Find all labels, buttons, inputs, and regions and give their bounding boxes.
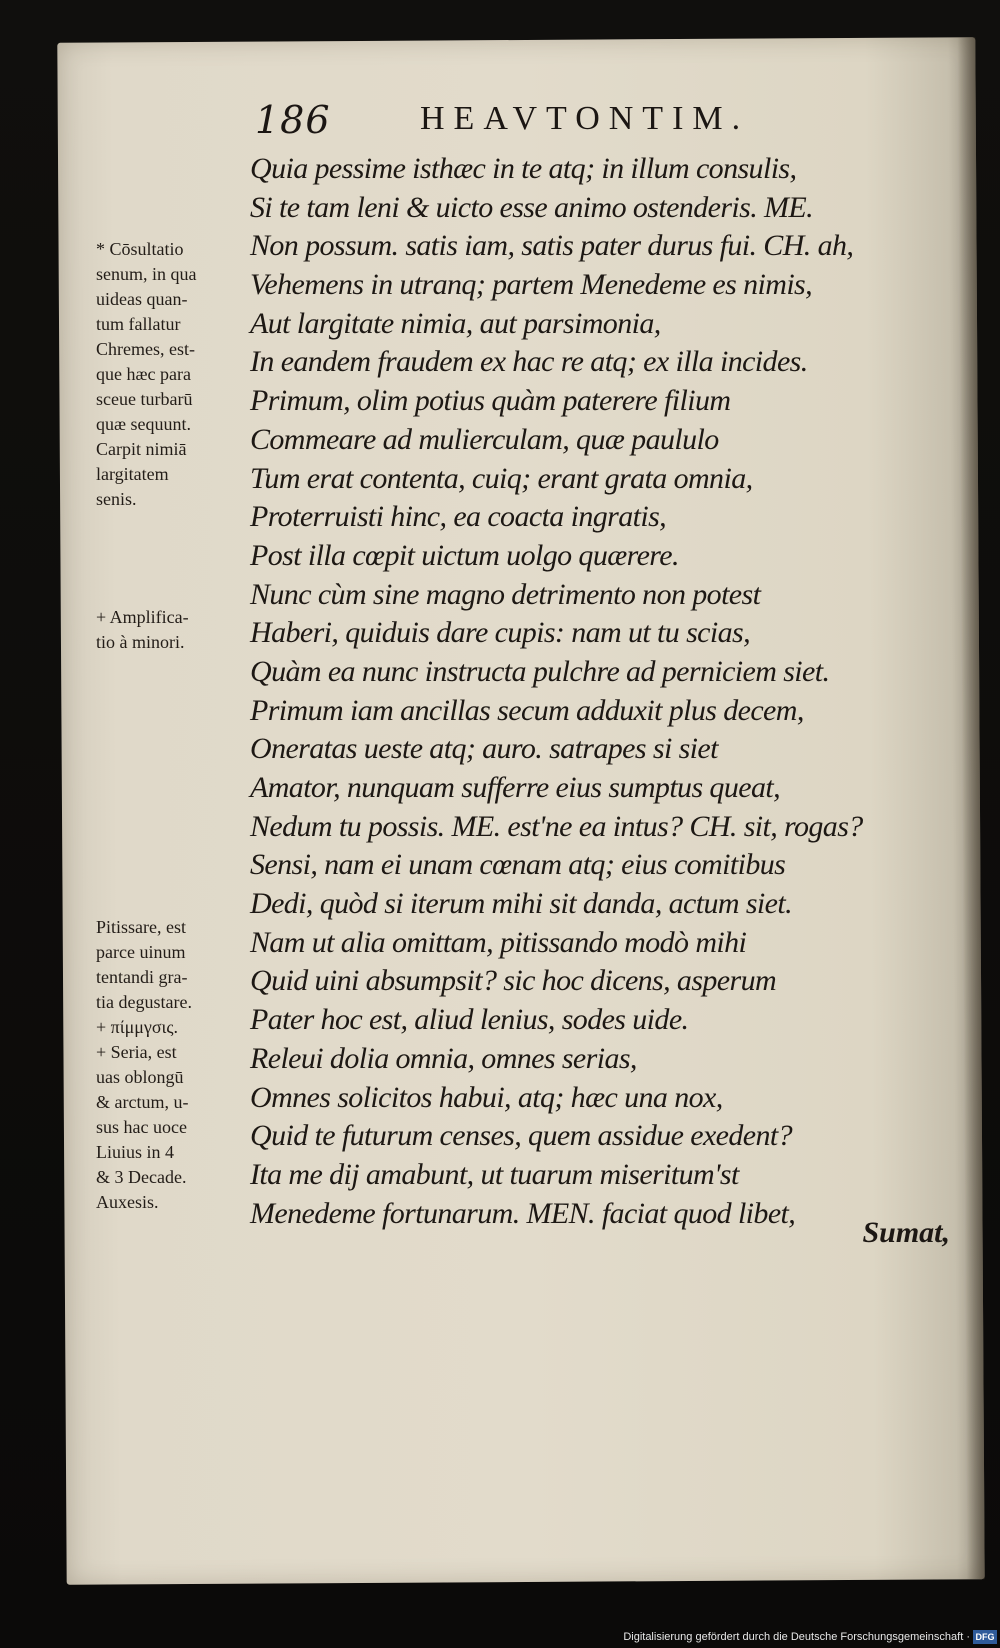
margin-note-consultatio: [96, 237, 246, 512]
margin-note-line: Chremes, est-: [96, 339, 195, 359]
verse-line: Si te tam leni & uicto esse animo ostenderis. ME.: [250, 190, 814, 224]
margin-note-line: que hæc para: [96, 364, 191, 384]
verse-line: Quid uini absumpsit? sic hoc dicens, asperum: [250, 964, 777, 998]
footer-bar: [0, 1624, 1000, 1648]
margin-note-line: parce uinum: [96, 942, 186, 962]
verse-line: In eandem fraudem ex hac re atq; ex illa incides.: [250, 345, 808, 379]
verse-line: Omnes solicitos habui, atq; hæc una nox,: [250, 1080, 723, 1114]
running-title: HEAVTONTIM.: [420, 100, 750, 137]
verse-line: Non possum. satis iam, satis pater durus fui. CH. ah,: [250, 229, 854, 263]
margin-note-line: + Amplifica-: [96, 607, 189, 627]
margin-note-line: + Seria, est: [96, 1042, 177, 1062]
margin-note-line: quæ sequunt.: [96, 414, 192, 434]
running-head: [255, 98, 875, 150]
margin-note-line: largitatem: [96, 464, 169, 484]
margin-note-line: uideas quan-: [96, 289, 188, 309]
margin-note-line: sceue turbarū: [96, 389, 193, 409]
verse-line: Primum iam ancillas secum adduxit plus decem,: [250, 693, 804, 727]
verse-line: Nunc cùm sine magno detrimento non potest: [250, 577, 761, 611]
verse-line: Quid te futurum censes, quem assidue exedent?: [250, 1119, 793, 1153]
verse-line: Ita me dij amabunt, ut tuarum miseritum'st: [250, 1157, 739, 1191]
margin-note-line: uas oblongū: [96, 1067, 184, 1087]
margin-note-line: & 3 Decade.: [96, 1167, 187, 1187]
verse-line: Quàm ea nunc instructa pulchre ad perniciem siet.: [250, 654, 830, 688]
verse-line: Oneratas ueste atq; auro. satrapes si siet: [250, 732, 718, 766]
margin-note-line: sus hac uoce: [96, 1117, 187, 1137]
verse-line: Pater hoc est, aliud lenius, sodes uide.: [250, 1003, 689, 1037]
verse-line: Haberi, quiduis dare cupis: nam ut tu scias,: [250, 616, 750, 650]
verse-line: Quia pessime isthæc in te atq; in illum consulis,: [250, 152, 797, 185]
margin-note-line: senum, in qua: [96, 264, 197, 284]
verse-line: Proterruisti hinc, ea coacta ingratis,: [250, 500, 667, 534]
margin-note-line: Pitissare, est: [96, 917, 186, 937]
verse-line: Releui dolia omnia, omnes serias,: [250, 1041, 637, 1075]
dfg-logo: DFG: [973, 1630, 997, 1644]
verse-line: Commeare ad mulierculam, quæ paululo: [250, 422, 719, 456]
verse-line: Tum erat contenta, cuiq; erant grata omnia,: [250, 461, 753, 495]
margin-note-line: + πίμμγσις.: [96, 1017, 179, 1037]
margin-note-pitissare: [96, 915, 246, 1215]
margin-note-line: & arctum, u-: [96, 1092, 189, 1112]
margin-note-line: tentandi gra-: [96, 967, 188, 987]
verse-line: Primum, olim potius quàm paterere filium: [250, 384, 731, 418]
verse-line: Amator, nunquam sufferre eius sumptus queat,: [250, 771, 780, 804]
verse-line: Sensi, nam ei unam cœnam atq; eius comitibus: [250, 848, 786, 882]
verse-text: [250, 150, 930, 1233]
margin-note-line: tum fallatur: [96, 314, 181, 334]
verse-line: Nedum tu possis. ME. est'ne ea intus? CH. sit, rogas?: [250, 809, 863, 843]
margin-note-line: tia degustare.: [96, 992, 192, 1012]
margin-note-amplificatio: [96, 605, 246, 655]
catchword: Sumat,: [862, 1216, 950, 1249]
margin-note-line: tio à minori.: [96, 632, 185, 652]
verse-line: Menedeme fortunarum. MEN. faciat quod libet,: [250, 1196, 796, 1230]
verse-line: Vehemens in utranq; partem Menedeme es nimis,: [250, 268, 813, 302]
verse-line: Dedi, quòd si iterum mihi sit danda, actum siet.: [250, 887, 793, 921]
margin-note-line: Auxesis.: [96, 1192, 159, 1212]
margin-note-line: Liuius in 4: [96, 1142, 175, 1162]
verse-line: Aut largitate nimia, aut parsimonia,: [250, 306, 661, 340]
funding-credit: Digitalisierung gefördert durch die Deutsche Forschungsgemeinschaft ·: [623, 1631, 970, 1643]
verse-line: Nam ut alia omittam, pitissando modò mihi: [250, 925, 747, 959]
margin-note-line: senis.: [96, 489, 137, 509]
verse-line: Post illa cœpit uictum uolgo quærere.: [250, 538, 679, 572]
page-number: 186: [255, 98, 331, 142]
margin-note-line: Carpit nimiā: [96, 439, 187, 459]
margin-note-line: * Cōsultatio: [96, 239, 184, 259]
